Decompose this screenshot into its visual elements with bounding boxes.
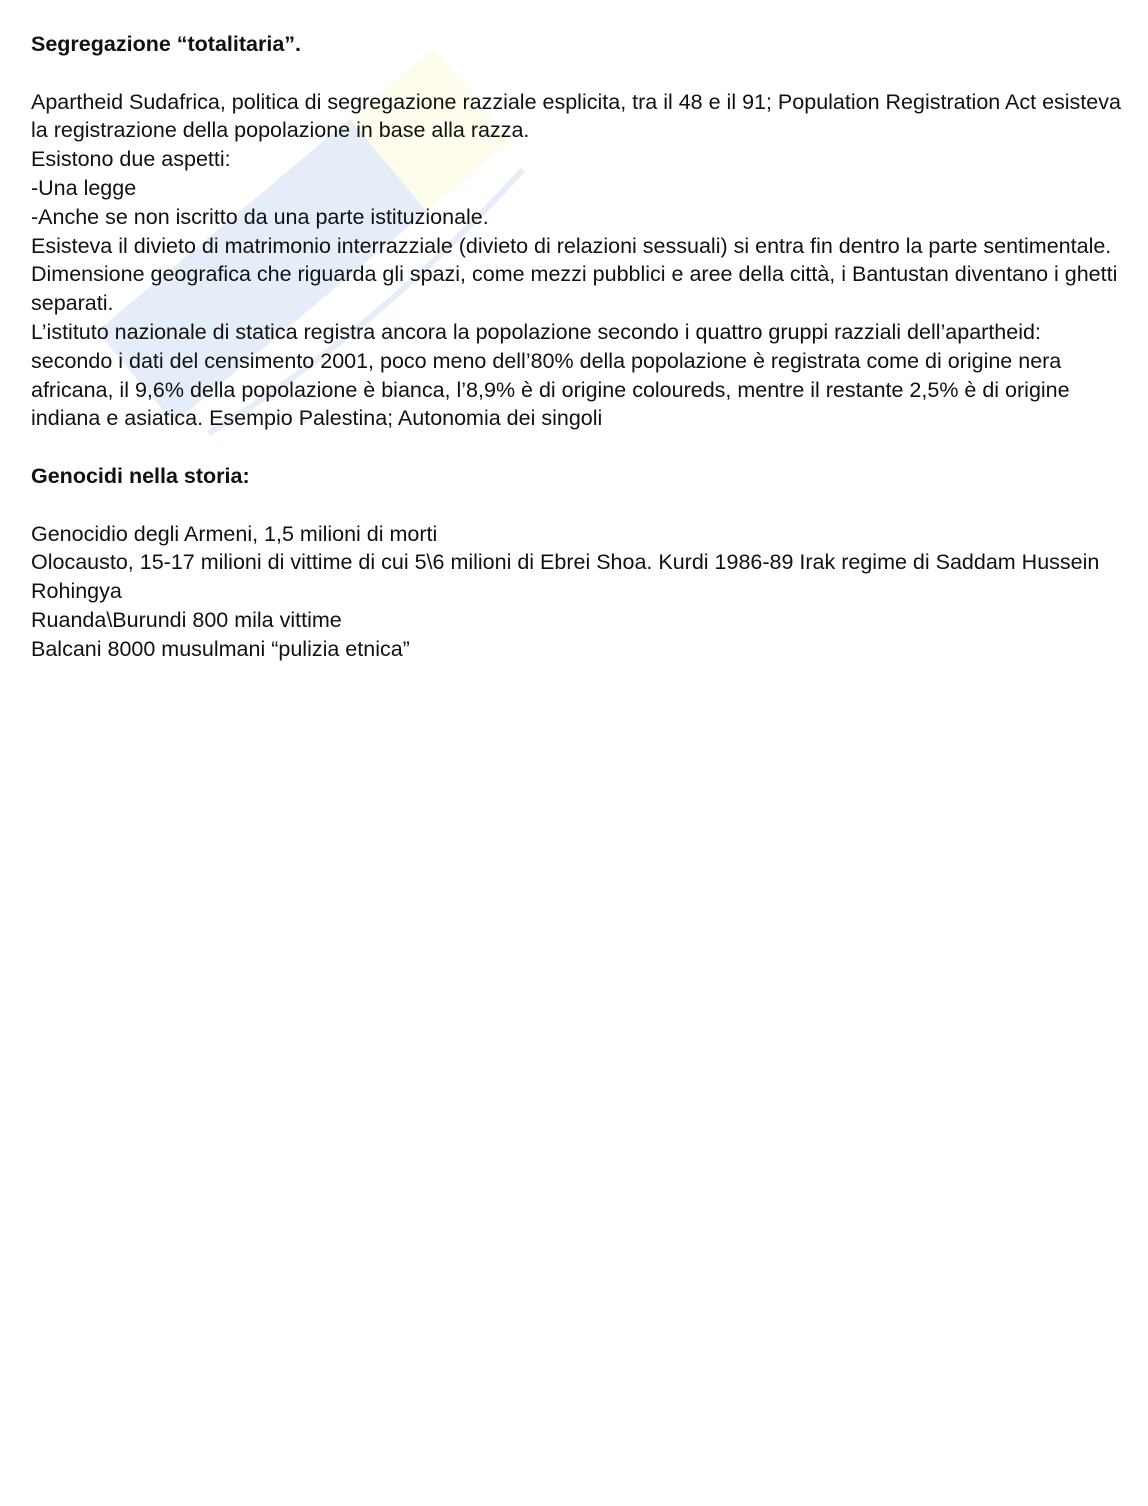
list-item-balcani: Balcani 8000 musulmani “pulizia etnica” (31, 636, 410, 661)
spacer (31, 491, 1121, 520)
paragraph-apartheid: Apartheid Sudafrica, politica di segregazione razziale esplicita, tra il 48 e il 91; Population Registration Act esisteva la registrazione della popolazione in base alla razza. (31, 89, 1121, 143)
paragraph-istituto: L’istituto nazionale di statica registra ancora la popolazione secondo i quattro gruppi razziali dell’apartheid: secondo i dati del censimento 2001, poco meno dell’80% della popolazione è registrata come di origine nera africana, il 9,6% della popolazione è bianca, l’8,9% è di origine coloureds, mentre il restante 2,5% è di origine indiana e asiatica. Esempio Palestina; Autonomia dei singoli (31, 319, 1070, 431)
spacer (31, 59, 1121, 88)
section-heading-genocidi: Genocidi nella storia: (31, 463, 250, 488)
section-heading-segregazione: Segregazione “totalitaria”. (31, 32, 302, 56)
list-item-ruanda: Ruanda\Burundi 800 mila vittime (31, 607, 342, 632)
list-item-olocausto: Olocausto, 15-17 milioni di vittime di cui 5\6 milioni di Ebrei Shoa. Kurdi 1986-89 Irak regime di Saddam Hussein (31, 550, 1100, 575)
list-item-armeni: Genocidio degli Armeni, 1,5 milioni di morti (31, 521, 438, 546)
paragraph-divieto: Esisteva il divieto di matrimonio interrazziale (divieto di relazioni sessuali) si entra fin dentro la parte sentimentale. Dimensione geografica che riguarda gli spazi, come mezzi pubblici e aree della città, i Bantustan diventano i ghetti separati. (31, 233, 1118, 316)
paragraph-legge: -Una legge (31, 175, 137, 200)
list-item-rohingya: Rohingya (31, 579, 122, 604)
document-body (31, 30, 1121, 664)
paragraph-aspetti: Esistono due aspetti: (31, 147, 231, 172)
spacer (31, 433, 1121, 462)
paragraph-istituzionale: -Anche se non iscritto da una parte istituzionale. (31, 204, 489, 229)
